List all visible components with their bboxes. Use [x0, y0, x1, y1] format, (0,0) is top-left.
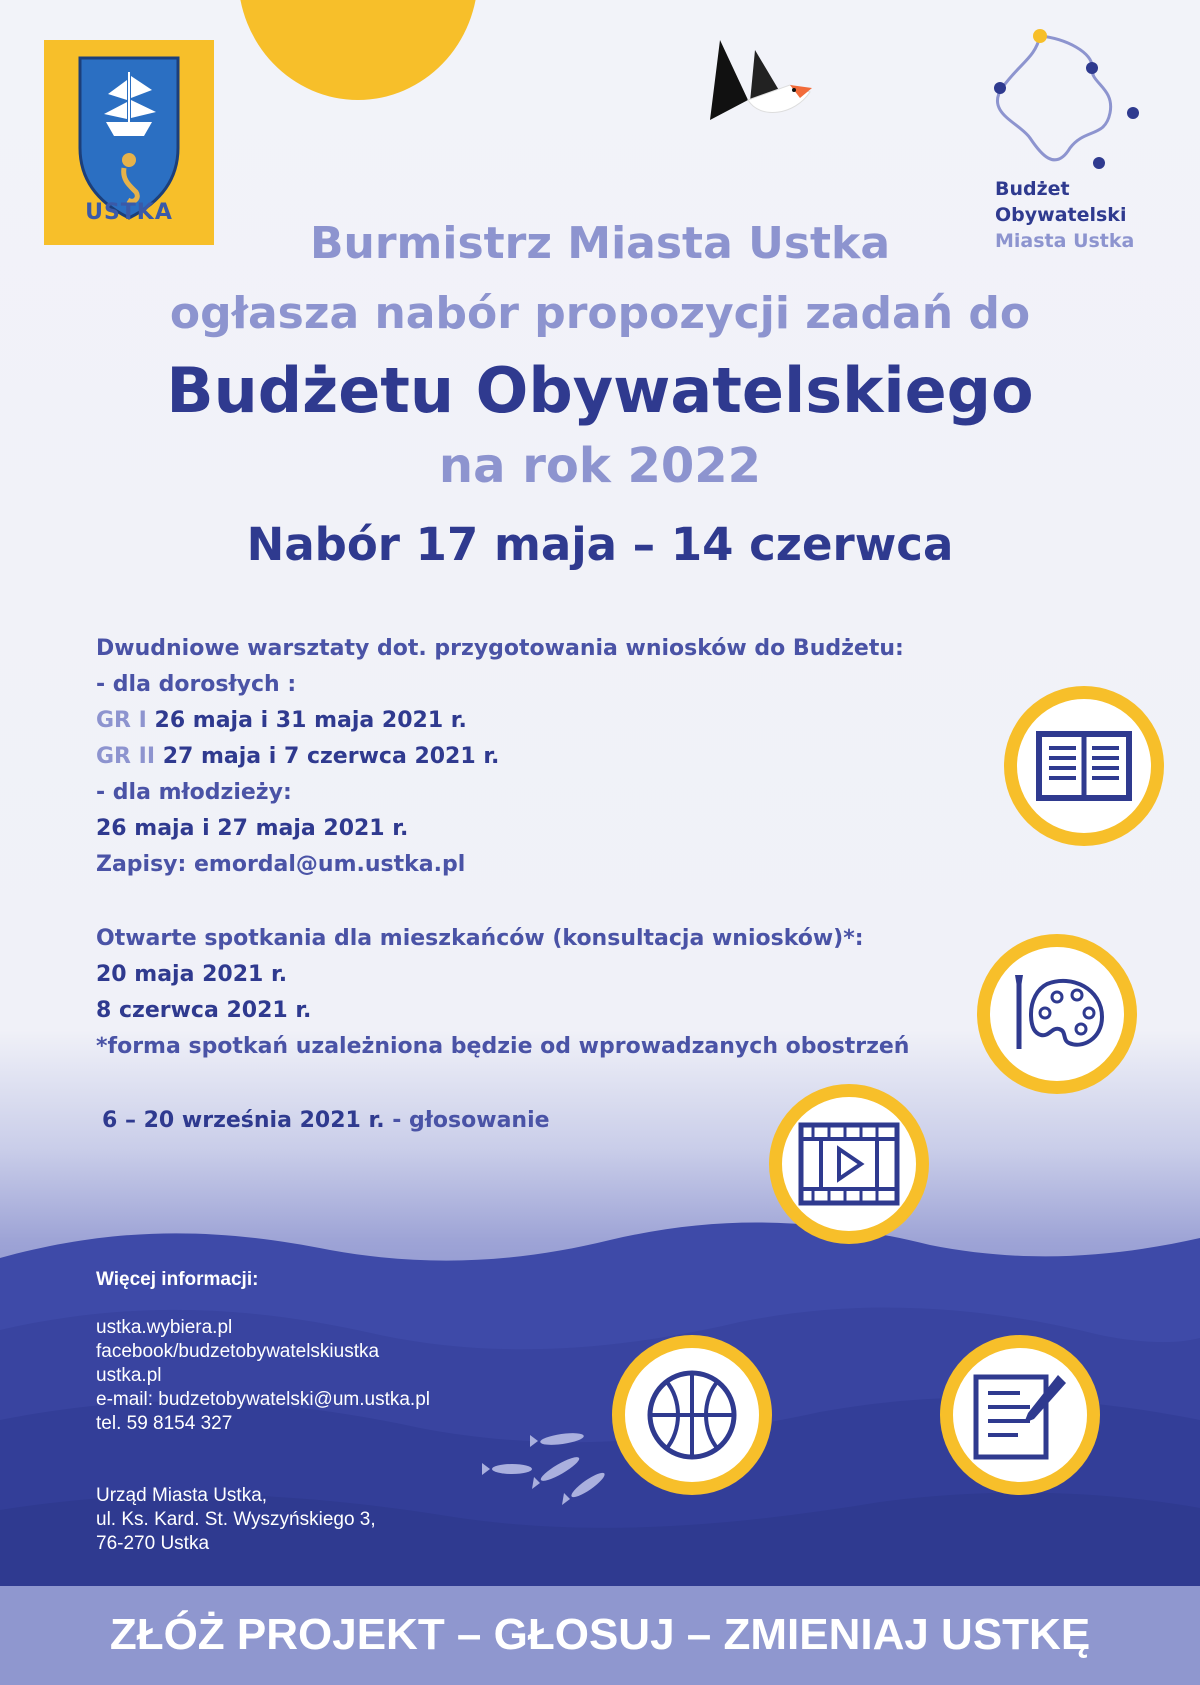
info-facebook[interactable]: facebook/budzetobywatelskiustka: [96, 1341, 380, 1362]
film-circle: [769, 1084, 929, 1244]
info-address-line2: ul. Ks. Kard. St. Wyszyńskiego 3,: [96, 1509, 376, 1530]
voting-label: - głosowanie: [392, 1108, 550, 1133]
group2-dates: 27 maja i 7 czerwca 2021 r.: [162, 744, 500, 769]
document-circle: [940, 1335, 1100, 1495]
workshops-signup[interactable]: Zapisy: emordal@um.ustka.pl: [96, 852, 466, 877]
bo-logo-line2: Obywatelski: [995, 204, 1127, 226]
info-website[interactable]: ustka.wybiera.pl: [96, 1317, 233, 1338]
bo-logo-line1: Budżet: [995, 178, 1070, 200]
meetings-title: Otwarte spotkania dla mieszkańców (konsultacja wniosków)*:: [96, 926, 864, 951]
film-play-icon: [797, 1121, 901, 1207]
palette-icon: [1007, 969, 1107, 1059]
book-icon: [1034, 726, 1134, 806]
ustka-city-logo: [44, 40, 214, 245]
contact-info: [96, 1268, 430, 1556]
slogan-bar: [0, 1586, 1200, 1685]
workshops-youth-dates: 26 maja i 27 maja 2021 r.: [96, 816, 409, 841]
group2-label: GR II: [96, 744, 156, 769]
workshops-title: Dwudniowe warsztaty dot. przygotowania wniosków do Budżetu:: [96, 636, 904, 661]
book-circle: [1004, 686, 1164, 846]
seagull-icon: [700, 30, 820, 130]
meetings-date1: 20 maja 2021 r.: [96, 962, 288, 987]
ustka-logo-label: USTKA: [85, 200, 173, 225]
workshops-group1: [96, 708, 467, 733]
headline-main-title: Budżetu Obywatelskiego: [166, 354, 1034, 427]
group1-dates: 26 maja i 31 maja 2021 r.: [154, 708, 467, 733]
info-title: Więcej informacji:: [96, 1269, 259, 1290]
info-city-site[interactable]: ustka.pl: [96, 1365, 162, 1386]
info-email[interactable]: e-mail: budzetobywatelski@um.ustka.pl: [96, 1389, 430, 1410]
info-address-line1: Urząd Miasta Ustka,: [96, 1485, 268, 1506]
basketball-circle: [612, 1335, 772, 1495]
bo-logo-line3: Miasta Ustka: [995, 230, 1135, 252]
basketball-icon: [644, 1367, 740, 1463]
headline-year: na rok 2022: [438, 438, 762, 494]
headline-line2: ogłasza nabór propozycji zadań do: [169, 288, 1031, 339]
meetings-note: *forma spotkań uzależniona będzie od wprowadzanych obostrzeń: [96, 1034, 910, 1059]
headline-recruitment-dates: Nabór 17 maja – 14 czerwca: [246, 518, 954, 571]
meetings-date2: 8 czerwca 2021 r.: [96, 998, 312, 1023]
group1-label: GR I: [96, 708, 147, 733]
workshops-youth-label: - dla młodzieży:: [96, 780, 292, 805]
palette-circle: [977, 934, 1137, 1094]
fish-icon: [482, 1425, 622, 1515]
document-pen-icon: [970, 1367, 1070, 1463]
voting-dates: 6 – 20 września 2021 r.: [102, 1108, 385, 1133]
slogan-text: ZŁÓŻ PROJEKT – GŁOSUJ – ZMIENIAJ USTKĘ: [109, 1610, 1091, 1659]
workshops-adults-label: - dla dorosłych :: [96, 672, 297, 697]
info-phone: tel. 59 8154 327: [96, 1413, 233, 1434]
info-address-line3: 76-270 Ustka: [96, 1533, 210, 1554]
budzet-obywatelski-logo-icon: [980, 28, 1140, 183]
workshops-group2: [96, 744, 499, 769]
headline-line1: Burmistrz Miasta Ustka: [309, 218, 891, 269]
voting-line: [102, 1108, 550, 1133]
